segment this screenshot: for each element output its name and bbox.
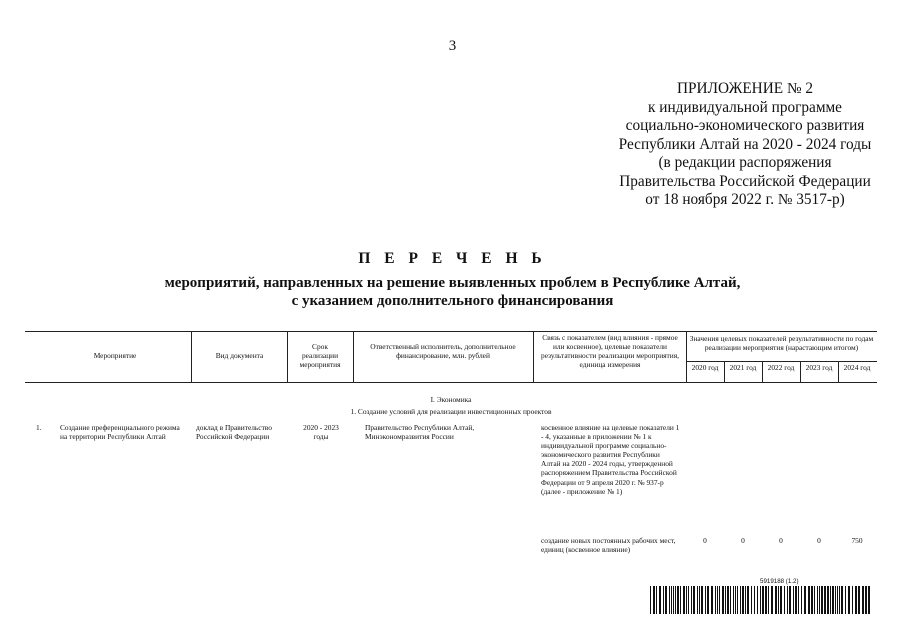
year-column-divider — [800, 361, 801, 382]
header-year-2024: 2024 год — [843, 363, 871, 372]
appendix-line: (в редакции распоряжения — [658, 154, 832, 171]
appendix-line: Республики Алтай на 2020 - 2024 годы — [618, 135, 872, 153]
barcode-image — [650, 586, 875, 614]
row-doc-type: доклад в Правительство Российской Федерации — [196, 423, 272, 442]
year-column-divider — [724, 361, 725, 382]
year-column-divider — [838, 361, 839, 382]
appendix-line: от 18 ноября 2022 г. № 3517-р) — [645, 191, 845, 208]
year-column-divider — [762, 361, 763, 382]
value-2021: 0 — [741, 536, 745, 545]
appendix-header — [600, 80, 890, 210]
value-2024: 750 — [851, 536, 863, 545]
column-divider — [287, 331, 288, 382]
subtitle-line: с указанием дополнительного финансирования — [291, 293, 614, 309]
row-number: 1. — [36, 423, 42, 432]
barcode-number: 5919188 (1.2) — [760, 578, 799, 585]
appendix-line: к индивидуальной программе — [648, 98, 842, 116]
appendix-line: социально-экономического развития — [625, 117, 865, 134]
table-top-border — [25, 331, 877, 332]
appendix-line: ПРИЛОЖЕНИЕ № 2 — [676, 80, 814, 97]
header-year-2023: 2023 год — [805, 363, 833, 372]
header-year-2020: 2020 год — [691, 363, 719, 372]
row-activity: Создание преференциального режима на территории Республики Алтай — [60, 423, 180, 442]
appendix-line: Правительства Российской Федерации — [619, 172, 871, 190]
row-indicator-1: косвенное влияние на целевые показатели 1 - 4, указанные в приложении № 1 к индивидуальной программе социально-экономического развития Республики Алтай на 2020 - 2024 годы, утвержденной распоряжением Правительства Российской Федерации от 9 апреля 2020 г. № 937-р (далее - приложение № 1) — [541, 423, 680, 496]
header-deadline: Срок реализации мероприятия — [299, 342, 341, 369]
table-header-bottom-border — [25, 382, 877, 383]
column-divider — [533, 331, 534, 382]
value-2020: 0 — [703, 536, 707, 545]
value-2023: 0 — [817, 536, 821, 545]
header-doc-type: Вид документа — [215, 351, 264, 360]
value-2022: 0 — [779, 536, 783, 545]
subsection-heading: 1. Создание условий для реализации инвестиционных проектов — [350, 407, 552, 416]
subtitle-line: мероприятий, направленных на решение выявленных проблем в Республике Алтай, — [164, 275, 741, 291]
page-number: 3 — [448, 38, 457, 54]
document-title: П Е Р Е Ч Е Н Ь — [358, 250, 547, 267]
years-header-divider — [686, 361, 877, 362]
header-responsible: Ответственный исполнитель, дополнительное финансирование, млн. рублей — [370, 342, 516, 360]
section-heading: I. Экономика — [430, 395, 472, 404]
row-deadline: 2020 - 2023 годы — [303, 423, 339, 442]
column-divider — [353, 331, 354, 382]
row-indicator-2: создание новых постоянных рабочих мест, единиц (косвенное влияние) — [541, 536, 676, 555]
header-year-2021: 2021 год — [729, 363, 757, 372]
header-year-2022: 2022 год — [767, 363, 795, 372]
header-activity: Мероприятие — [93, 351, 137, 360]
header-indicators: Связь с показателем (вид влияния - прямое или косвенное), целевые показатели результативности реализации мероприятия, единица измерения — [541, 333, 679, 369]
document-subtitle — [0, 274, 905, 310]
row-responsible: Правительство Республики Алтай, Минэкономразвития России — [365, 423, 475, 442]
header-target-values: Значения целевых показателей результативности по годам реализации мероприятия (нарастающим итогом) — [689, 334, 874, 352]
